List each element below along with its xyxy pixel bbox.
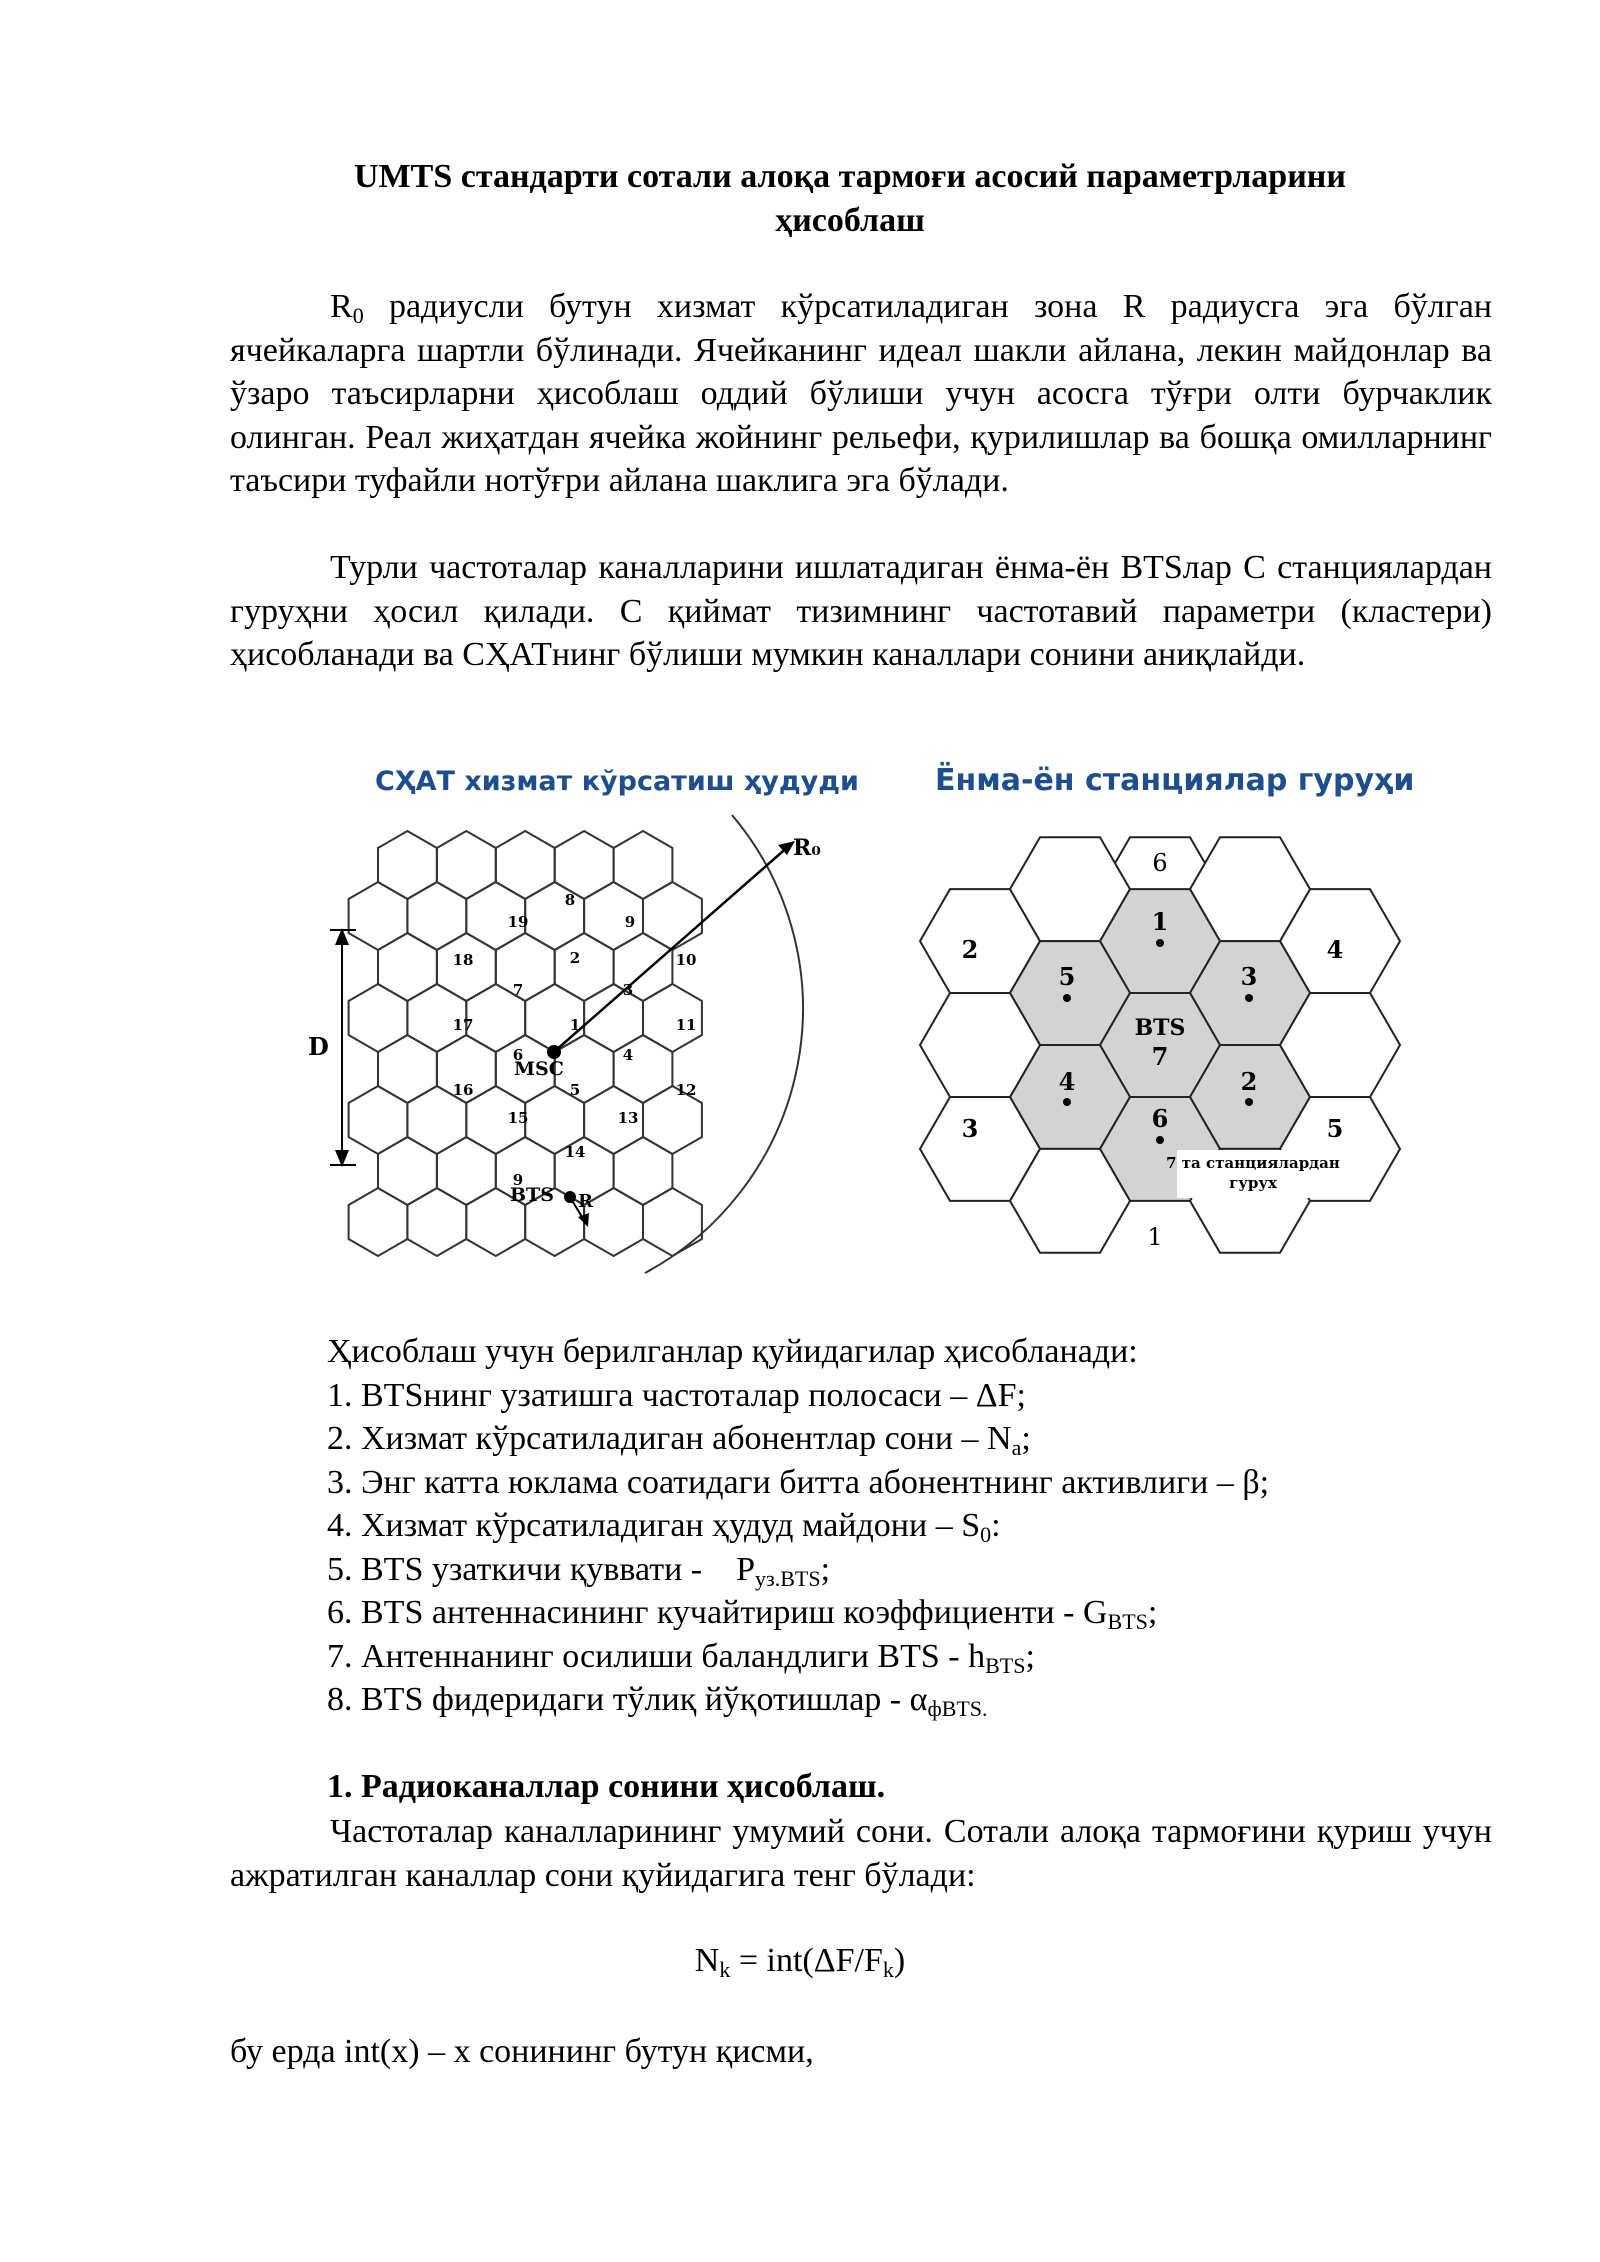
given-item-6-text: 6. BTS антеннасининг кучайтириш коэффициенти - G <box>327 1594 1108 1631</box>
cell-number-label: 15 <box>507 1109 529 1127</box>
service-area-cell <box>643 1188 702 1256</box>
cell-label-left2: 2 <box>961 935 979 964</box>
cell-number-label: 13 <box>617 1109 639 1127</box>
cell-label-bottom1: 1 <box>1147 1223 1163 1251</box>
given-item-5 <box>327 1548 830 1592</box>
given-item-2 <box>327 1417 1031 1461</box>
service-area-cell <box>614 831 673 899</box>
given-item-7-text: 7. Антеннанинг осилиши баландлиги BTS - h <box>327 1638 986 1675</box>
formula-n-sub: k <box>719 1957 731 1982</box>
given-item-4-end: : <box>991 1507 1001 1544</box>
given-item-6-sub: BTS <box>1107 1609 1148 1634</box>
formula-mid: = int(ΔF/F <box>730 1942 883 1979</box>
given-item-7-end: ; <box>1025 1638 1035 1675</box>
cell-number-label: 9 <box>624 913 636 931</box>
given-item-2-text: 2. Хизмат кўрсатиладиган абонентлар сони – N <box>327 1420 1012 1457</box>
cell-label-inner1: 1 <box>1151 907 1169 936</box>
group-note-line-2: гурух <box>1229 1174 1277 1192</box>
channel-count-formula <box>0 1942 1600 1980</box>
cell-number-label: 7 <box>512 981 524 999</box>
group-note-line-1: 7 та станциялардан <box>1166 1154 1340 1172</box>
cell-label-right4: 4 <box>1326 935 1344 964</box>
cell-number-label: 9 <box>512 1171 524 1189</box>
service-area-cell <box>496 933 555 1001</box>
service-area-cell <box>555 831 614 899</box>
cell-number-label: 17 <box>452 1016 474 1034</box>
given-item-5-end: ; <box>820 1551 831 1588</box>
service-area-cell <box>407 1188 466 1256</box>
cell-number-label: 2 <box>569 949 581 967</box>
given-data-intro: Ҳисоблаш учун берилганлар қуйидагилар ҳисобланади: <box>327 1333 1138 1370</box>
msc-label: MSC <box>514 1058 564 1080</box>
service-area-cell <box>378 831 437 899</box>
msc-dot <box>547 1045 561 1059</box>
given-item-1: 1. BTSнинг узатишга частоталар полосаси – ΔF; <box>327 1377 1026 1414</box>
cell-label-right5: 5 <box>1326 1114 1344 1143</box>
cell-number-label: 10 <box>675 951 697 969</box>
service-area-cell <box>555 933 614 1001</box>
formula-n: N <box>694 1942 720 1979</box>
station-dot-1 <box>1156 939 1164 947</box>
cell-label-left3: 3 <box>961 1114 979 1143</box>
cell-number-label: 19 <box>507 913 529 931</box>
cell-number-label: 1 <box>569 1016 581 1034</box>
title-line-2: ҳисоблаш <box>775 202 925 239</box>
cell-label-inner2: 2 <box>1240 1067 1258 1096</box>
int-definition: бу ерда int(x) – x сонининг бутун қисми, <box>230 2033 814 2070</box>
r0-subscript: 0 <box>352 303 364 328</box>
given-item-7-sub: BTS <box>985 1653 1026 1678</box>
service-area-cell <box>437 831 496 899</box>
station-dot-5 <box>1063 994 1071 1002</box>
cellular-network-figure <box>300 745 1440 1300</box>
service-area-cell <box>349 1086 408 1154</box>
service-area-cell <box>349 1188 408 1256</box>
service-area-cell <box>378 1035 437 1103</box>
service-area-cell <box>525 882 584 950</box>
cell-number-label: 5 <box>569 1081 581 1099</box>
given-item-7 <box>327 1635 1035 1679</box>
cell-number-label: 4 <box>622 1046 634 1064</box>
cell-label-top6: 6 <box>1152 849 1168 877</box>
station-dot-3 <box>1245 994 1253 1002</box>
given-item-6 <box>327 1591 1157 1635</box>
given-item-8-sub: фBTS. <box>927 1696 988 1721</box>
service-area-cell <box>437 1137 496 1205</box>
given-item-6-end: ; <box>1147 1594 1158 1631</box>
cell-number-label: 6 <box>512 1046 524 1064</box>
given-item-2-sub: a <box>1011 1435 1022 1460</box>
cell-number-label: 16 <box>452 1081 474 1099</box>
title-line-1: UMTS стандарти сотали алоқа тармоғи асосий параметрларини <box>354 158 1346 195</box>
section-1-paragraph: Частоталар каналларининг умумий сони. Сотали алоқа тармоғини қуриш учун ажратилган каналлар сони қуйидагига тенг бўлади: <box>230 1813 1492 1894</box>
intro-paragraph-1-text: радиусли бутун хизмат кўрсатиладиган зона R радиусга эга бўлган ячейкаларга шартли бўлинади. Ячейканинг идеал шакли айлана, лекин майдонлар ва ўзаро таъсирларни ҳисоблаш оддий бўлиши учун асосга тўғри олти бурчаклик олинган. Реал жиҳатдан ячейка жойнинг рельефи, қурилишлар ва бошқа омилларнинг таъсири туфайли нотўғри айлана шаклига эга бўлади. <box>230 288 1492 499</box>
right-diagram-title: Ёнма-ён станциялар гуруҳи <box>935 763 1415 798</box>
station-dot-6 <box>1156 1136 1164 1144</box>
given-item-5-text: 5. BTS узаткичи қуввати - P <box>327 1551 756 1588</box>
cell-label-center7: 7 <box>1151 1042 1169 1071</box>
cell-number-label: 11 <box>675 1016 697 1034</box>
r0-label: R₀ <box>793 835 821 861</box>
r-label: R <box>578 1191 593 1212</box>
service-area-cell <box>614 1137 673 1205</box>
cell-label-inner3: 3 <box>1240 962 1258 991</box>
cell-number-label: 3 <box>622 981 634 999</box>
cell-label-inner5: 5 <box>1058 962 1076 991</box>
bts-label-left: BTS <box>510 1184 554 1206</box>
given-item-3: 3. Энг катта юклама соатидаги битта абонентнинг активлиги – β; <box>327 1464 1270 1501</box>
cell-label-inner4: 4 <box>1058 1067 1076 1096</box>
given-item-4-text: 4. Хизмат кўрсатиладиган ҳудуд майдони – S <box>327 1507 981 1544</box>
service-area-cell <box>349 882 408 950</box>
station-dot-2 <box>1245 1098 1253 1106</box>
intro-paragraph-2: Турли частоталар каналларини ишлатадиган ёнма-ён BTSлар C станциялардан гуруҳни ҳосил қилади. C қиймат тизимнинг частотавий параметри (кластери) ҳисобланади ва СҲАТнинг бўлиши мумкин каналлари сонини аниқлайди. <box>230 549 1492 673</box>
given-item-4-sub: 0 <box>980 1522 992 1547</box>
station-dot-4 <box>1063 1098 1071 1106</box>
formula-end: ) <box>893 1942 906 1979</box>
given-item-5-sub: уз.BTS <box>755 1566 821 1591</box>
cell-number-label: 12 <box>675 1081 697 1099</box>
formula-f-sub: k <box>882 1957 894 1982</box>
intro-paragraph-1 <box>230 285 1492 503</box>
service-area-cell <box>643 882 702 950</box>
service-area-cell <box>378 1137 437 1205</box>
service-area-cell <box>407 882 466 950</box>
section-1-heading: 1. Радиоканаллар сонини ҳисоблаш. <box>327 1768 886 1805</box>
r0-symbol: R <box>330 288 353 325</box>
service-area-cell <box>349 984 408 1052</box>
cell-number-label: 18 <box>452 951 474 969</box>
document-title <box>230 155 1470 243</box>
given-item-8-text: 8. BTS фидеридаги тўлиқ йўқотишлар - α <box>327 1681 928 1718</box>
given-item-4 <box>327 1504 1001 1548</box>
left-diagram-title: СҲАТ хизмат кўрсатиш ҳудуди <box>375 766 859 797</box>
service-area-cell <box>378 933 437 1001</box>
cell-label-inner6: 6 <box>1151 1104 1169 1133</box>
cell-number-label: 8 <box>564 891 576 909</box>
d-label: D <box>308 1032 329 1061</box>
cell-number-label: 14 <box>564 1143 586 1161</box>
given-item-2-end: ; <box>1021 1420 1031 1457</box>
given-item-8 <box>327 1678 988 1722</box>
service-area-cell <box>496 831 555 899</box>
cluster-bts-label: BTS <box>1134 1015 1186 1041</box>
